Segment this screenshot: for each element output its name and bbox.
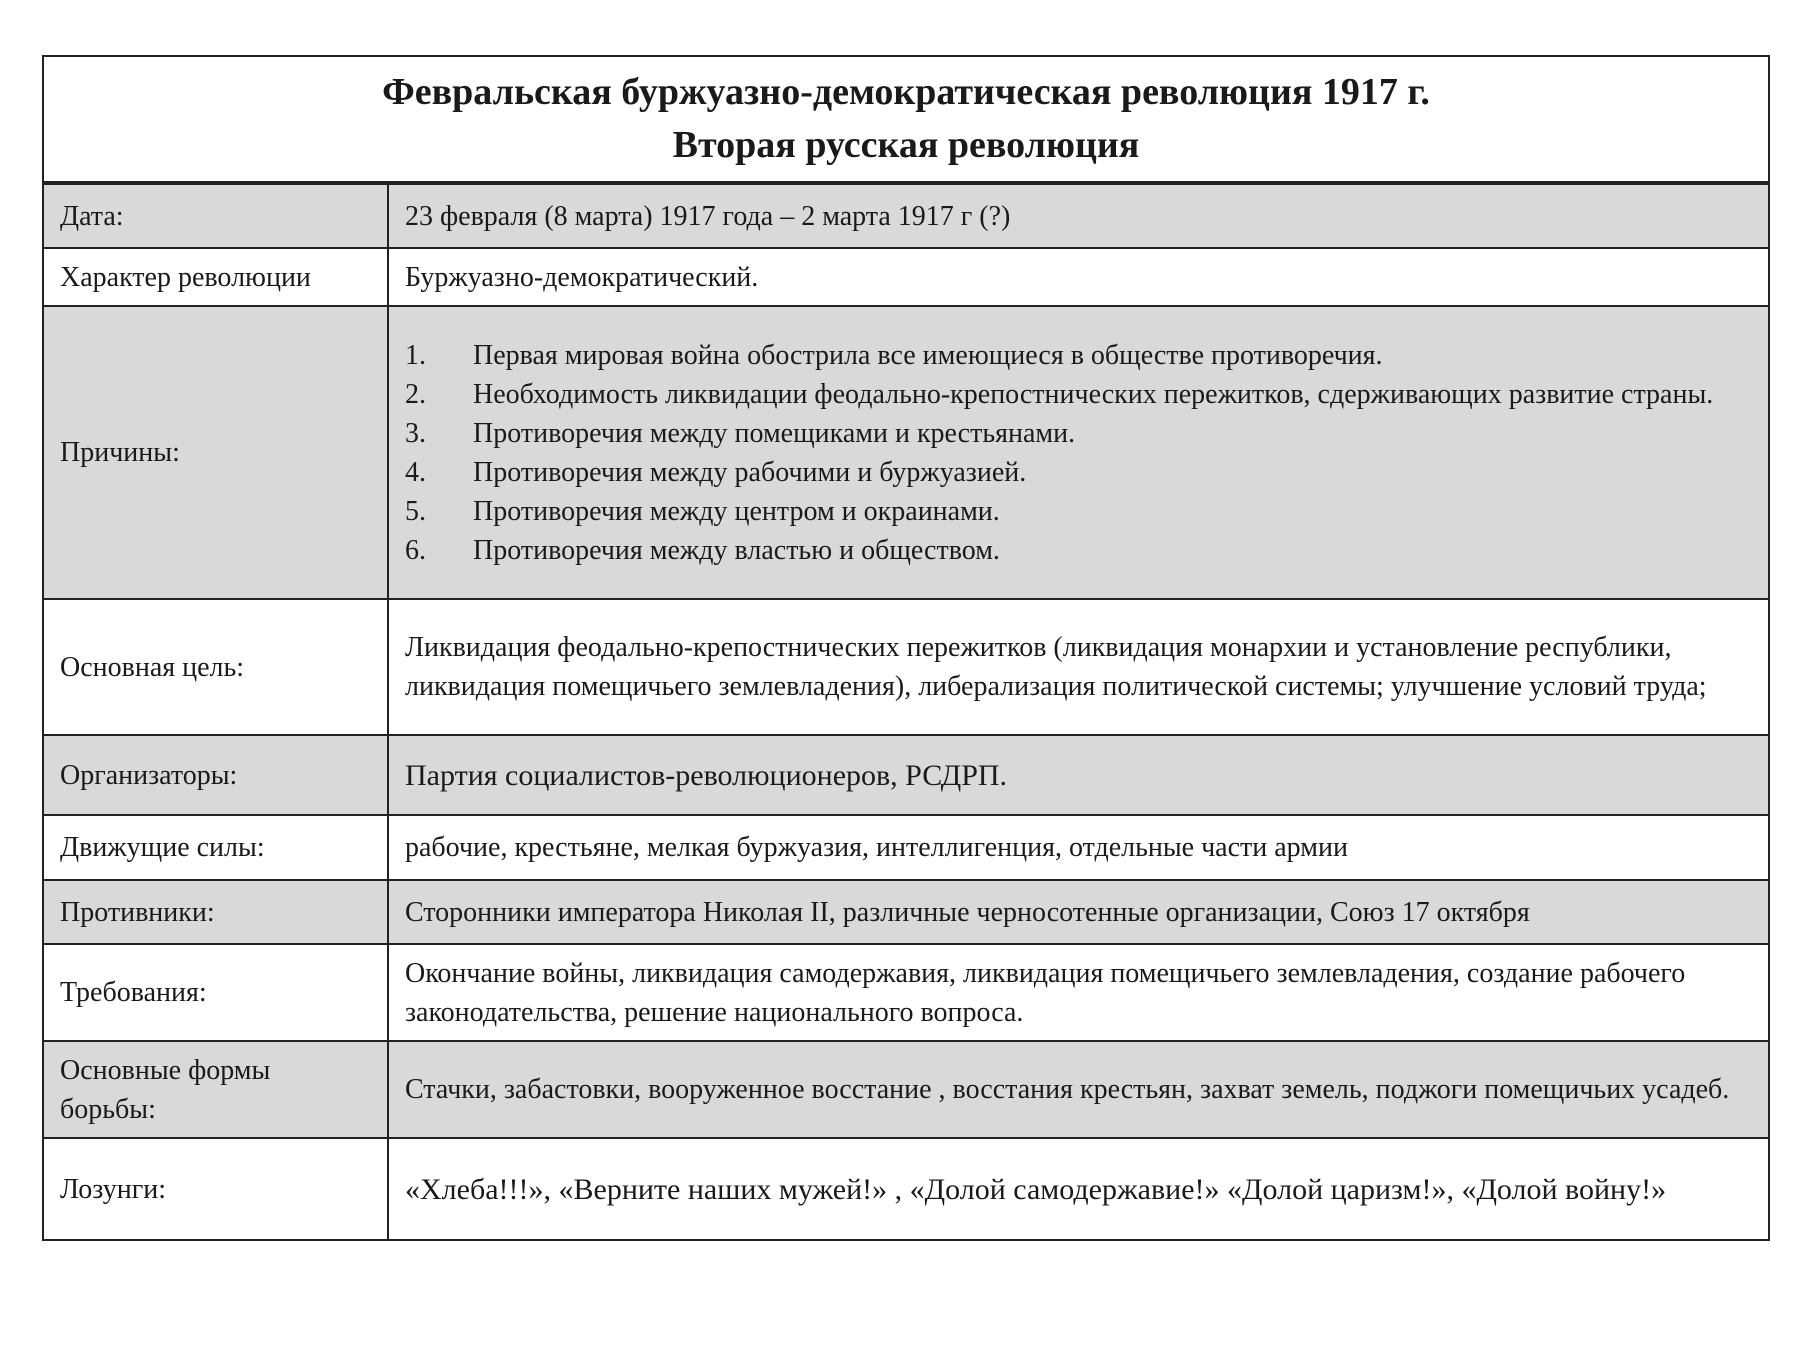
row-demands — [43, 944, 1769, 1041]
row-slogans-label: Лозунги: — [43, 1138, 388, 1240]
list-item — [405, 375, 1752, 414]
row-date-label: Дата: — [43, 183, 388, 248]
title-line-2: Вторая русская революция — [672, 124, 1140, 166]
row-organizers-value: Партия социалистов-революционеров, РСДРП. — [388, 735, 1769, 815]
list-item-number: 5. — [405, 495, 426, 527]
list-item-number: 1. — [405, 339, 426, 371]
row-causes-value — [388, 306, 1769, 599]
list-item-number: 6. — [405, 534, 426, 566]
row-forms-label: Основные формы борьбы: — [43, 1041, 388, 1138]
revolution-table — [42, 55, 1770, 1241]
row-forms — [43, 1041, 1769, 1138]
list-item — [405, 414, 1752, 453]
row-causes — [43, 306, 1769, 599]
row-forms-value: Стачки, забастовки, вооруженное восстание , восстания крестьян, захват земель, поджоги помещичьих усадеб. — [388, 1041, 1769, 1138]
row-goal-label: Основная цель: — [43, 599, 388, 735]
row-slogans — [43, 1138, 1769, 1240]
title-line-1: Февральская буржуазно-демократическая революция 1917 г. — [382, 71, 1430, 113]
row-character-value: Буржуазно-демократический. — [388, 248, 1769, 306]
row-forces-label: Движущие силы: — [43, 815, 388, 880]
causes-list — [405, 336, 1752, 570]
list-item-number: 2. — [405, 378, 426, 410]
list-item — [405, 531, 1752, 570]
row-forces — [43, 815, 1769, 880]
row-causes-label: Причины: — [43, 306, 388, 599]
row-character-label: Характер революции — [43, 248, 388, 306]
title-row — [43, 56, 1769, 183]
row-organizers — [43, 735, 1769, 815]
row-opponents-label: Противники: — [43, 880, 388, 944]
row-date — [43, 183, 1769, 248]
list-item — [405, 336, 1752, 375]
list-item — [405, 492, 1752, 531]
list-item-text: Первая мировая война обострила все имеющиеся в обществе противоречия. — [473, 339, 1383, 371]
row-character — [43, 248, 1769, 306]
row-opponents-value: Сторонники императора Николая II, различные черносотенные организации, Союз 17 октября — [388, 880, 1769, 944]
row-date-value: 23 февраля (8 марта) 1917 года – 2 марта 1917 г (?) — [388, 183, 1769, 248]
row-opponents — [43, 880, 1769, 944]
list-item-number: 4. — [405, 456, 426, 488]
list-item-text: Противоречия между властью и обществом. — [473, 534, 1000, 566]
table-title — [43, 56, 1769, 183]
row-slogans-value: «Хлеба!!!», «Верните наших мужей!» , «Долой самодержавие!» «Долой царизм!», «Долой войну!» — [388, 1138, 1769, 1240]
row-demands-value: Окончание войны, ликвидация самодержавия, ликвидация помещичьего землевладения, создание рабочего законодательства, решение национального вопроса. — [388, 944, 1769, 1041]
row-goal-value: Ликвидация феодально-крепостнических пережитков (ликвидация монархии и установление республики, ликвидация помещичьего землевладения), либерализация политической системы; улучшение условий труда; — [388, 599, 1769, 735]
list-item — [405, 453, 1752, 492]
row-forces-value: рабочие, крестьяне, мелкая буржуазия, интеллигенция, отдельные части армии — [388, 815, 1769, 880]
list-item-number: 3. — [405, 417, 426, 449]
row-goal — [43, 599, 1769, 735]
list-item-text: Необходимость ликвидации феодально-крепостнических пережитков, сдерживающих развитие страны. — [473, 378, 1714, 410]
list-item-text: Противоречия между помещиками и крестьянами. — [473, 417, 1076, 449]
list-item-text: Противоречия между рабочими и буржуазией. — [473, 456, 1027, 488]
list-item-text: Противоречия между центром и окраинами. — [473, 495, 1000, 527]
row-organizers-label: Организаторы: — [43, 735, 388, 815]
row-demands-label: Требования: — [43, 944, 388, 1041]
